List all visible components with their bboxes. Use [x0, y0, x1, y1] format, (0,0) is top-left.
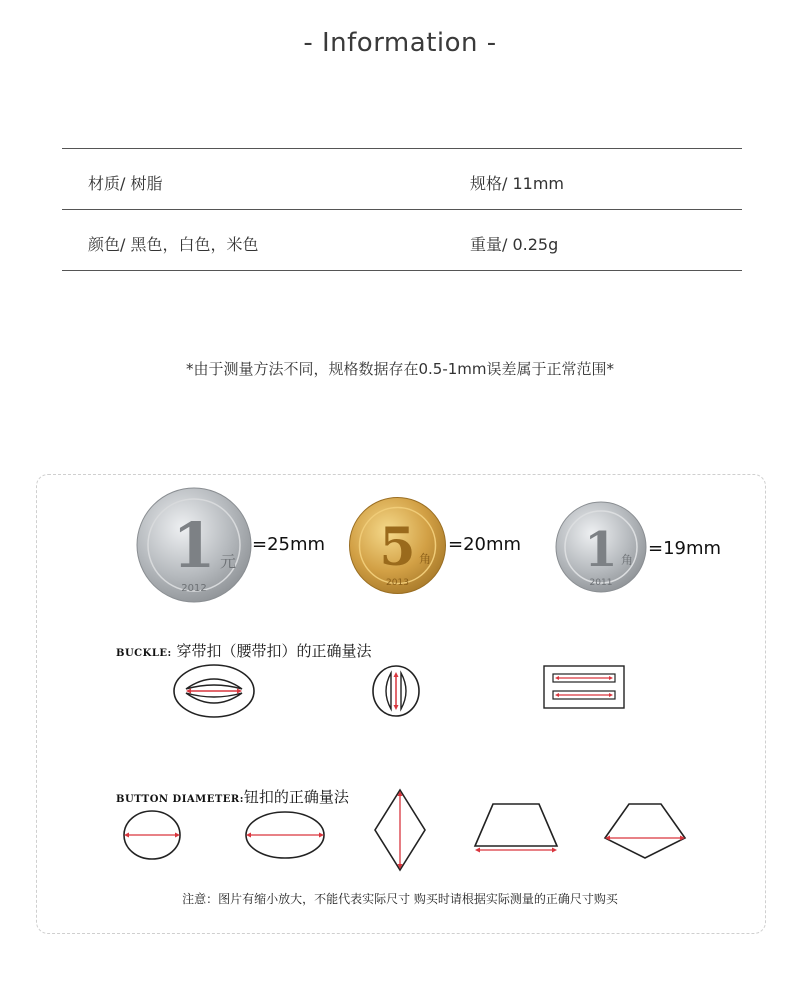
button-oval-diagram: [244, 810, 326, 860]
button-trapezoid-diagram: [473, 802, 559, 852]
spec-table: [62, 148, 742, 271]
coin-one-jiao-year: 2011: [589, 578, 613, 588]
spec-row-material: [62, 148, 742, 209]
button-diamond-diagram: [373, 788, 427, 872]
coin-one-jiao-value: 1: [584, 522, 618, 578]
coin-one-yuan-unit: 元: [219, 552, 237, 571]
coin-five-jiao-year: 2013: [386, 578, 409, 588]
button-circle-diagram: [122, 810, 182, 860]
coin-one-jiao-unit: 角: [620, 553, 634, 567]
coin-one-yuan-icon: [136, 487, 252, 603]
coin-one-yuan-value: 1: [172, 509, 216, 582]
coin-one-yuan-year: 2012: [181, 583, 207, 594]
button-label-en: BUTTON DIAMETER:: [116, 794, 244, 805]
spec-material: 材质/ 树脂: [88, 174, 163, 193]
coin-one-jiao-size: =19mm: [648, 538, 722, 559]
coin-one-yuan-size: =25mm: [252, 534, 326, 555]
buckle-round-diagram: [371, 664, 421, 718]
coin-five-jiao-size: =20mm: [448, 534, 522, 555]
button-label-cn: 钮扣的正确量法: [243, 788, 349, 806]
spec-row-color: [62, 209, 742, 271]
spec-weight: 重量/ 0.25g: [470, 235, 559, 254]
coin-five-jiao-value: 5: [379, 517, 416, 578]
buckle-rect-diagram: [543, 665, 625, 709]
size-disclaimer: 注意：图片有缩小放大，不能代表实际尺寸 购买时请根据实际测量的正确尺寸购买: [182, 892, 618, 906]
spec-size: 规格/ 11mm: [470, 174, 565, 193]
coin-five-jiao-unit: 角: [418, 552, 432, 566]
tolerance-note: *由于测量方法不同，规格数据存在0.5-1mm误差属于正常范围*: [185, 360, 615, 378]
button-hexagon-diagram: [603, 802, 687, 860]
buckle-oval-diagram: [172, 663, 256, 719]
buckle-section-label: [116, 640, 371, 661]
button-section-label: [116, 786, 349, 807]
page-title: - Information -: [303, 28, 497, 58]
coin-one-jiao-icon: [555, 501, 647, 593]
spec-color: 颜色/ 黑色，白色，米色: [88, 235, 259, 254]
buckle-label-en: BUCKLE:: [116, 648, 172, 659]
buckle-label-cn: 穿带扣（腰带扣）的正确量法: [176, 642, 372, 660]
coin-five-jiao-icon: [349, 497, 446, 594]
